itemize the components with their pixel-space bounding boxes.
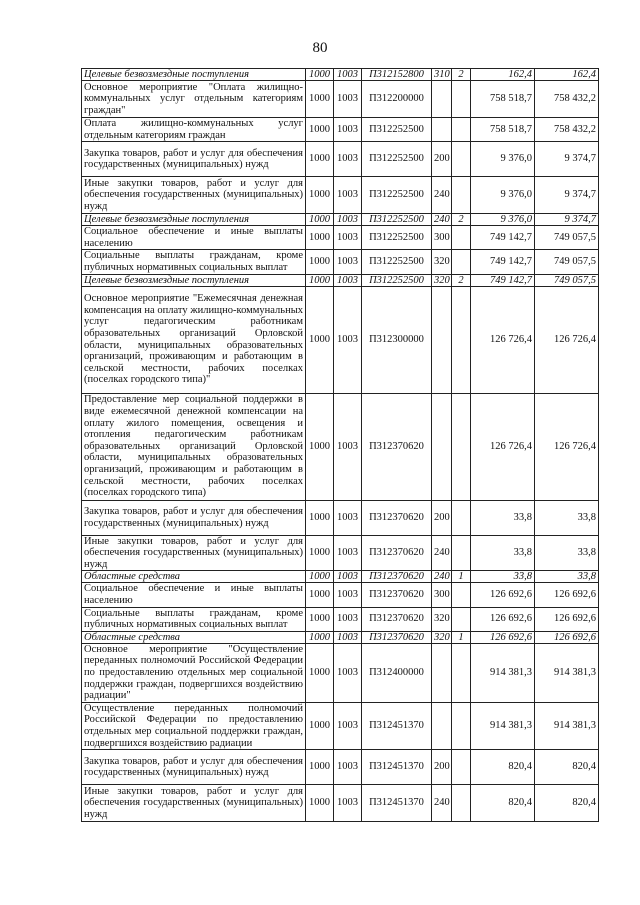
section-code: 1000 xyxy=(306,142,334,177)
subsection-code: 1003 xyxy=(334,118,362,142)
amount-col-1: 33,8 xyxy=(471,500,535,535)
amount-col-1: 33,8 xyxy=(471,571,535,583)
section-code: 1000 xyxy=(306,250,334,274)
amount-col-1: 749 142,7 xyxy=(471,250,535,274)
expense-type-code: 300 xyxy=(432,583,452,607)
row-name: Осуществление переданных полномочий Российской Федерации по предоставлению отдельных мер социальной поддержки граждан, подвергшихся воздействию радиации xyxy=(82,702,306,749)
section-code: 1000 xyxy=(306,226,334,250)
subsection-code: 1003 xyxy=(334,785,362,822)
funding-source-row xyxy=(82,274,599,286)
amount-col-2: 749 057,5 xyxy=(535,226,599,250)
amount-col-2: 33,8 xyxy=(535,571,599,583)
amount-col-1: 749 142,7 xyxy=(471,226,535,250)
amount-col-2: 33,8 xyxy=(535,500,599,535)
subsection-code: 1003 xyxy=(334,250,362,274)
amount-col-2: 914 381,3 xyxy=(535,643,599,702)
amount-col-2: 9 374,7 xyxy=(535,142,599,177)
amount-col-2: 749 057,5 xyxy=(535,250,599,274)
row-name: Оплата жилищно-коммунальных услуг отдельным категориям граждан xyxy=(82,118,306,142)
funding-source-code xyxy=(452,702,471,749)
row-name: Социальное обеспечение и иные выплаты населению xyxy=(82,583,306,607)
expense-type-code: 240 xyxy=(432,571,452,583)
section-code: 1000 xyxy=(306,286,334,393)
funding-source-code: 2 xyxy=(452,274,471,286)
table-row xyxy=(82,500,599,535)
amount-col-2: 126 692,6 xyxy=(535,607,599,631)
row-name: Областные средства xyxy=(82,631,306,643)
funding-source-code xyxy=(452,177,471,214)
funding-source-code: 2 xyxy=(452,214,471,226)
amount-col-2: 914 381,3 xyxy=(535,702,599,749)
target-article-code: П312252500 xyxy=(362,214,432,226)
funding-source-row xyxy=(82,69,599,81)
expense-type-code xyxy=(432,81,452,118)
expense-type-code: 320 xyxy=(432,274,452,286)
amount-col-1: 820,4 xyxy=(471,785,535,822)
amount-col-2: 33,8 xyxy=(535,535,599,571)
row-name: Целевые безвозмездные поступления xyxy=(82,214,306,226)
target-article-code: П312252500 xyxy=(362,226,432,250)
amount-col-2: 126 726,4 xyxy=(535,286,599,393)
expense-type-code: 300 xyxy=(432,226,452,250)
row-name: Целевые безвозмездные поступления xyxy=(82,69,306,81)
funding-source-row xyxy=(82,571,599,583)
section-code: 1000 xyxy=(306,118,334,142)
amount-col-1: 914 381,3 xyxy=(471,643,535,702)
expense-type-code: 240 xyxy=(432,177,452,214)
subsection-code: 1003 xyxy=(334,631,362,643)
section-code: 1000 xyxy=(306,607,334,631)
expense-type-code xyxy=(432,393,452,500)
subsection-code: 1003 xyxy=(334,274,362,286)
amount-col-2: 820,4 xyxy=(535,750,599,785)
table-row xyxy=(82,643,599,702)
funding-source-code xyxy=(452,81,471,118)
expense-type-code: 240 xyxy=(432,785,452,822)
section-code: 1000 xyxy=(306,643,334,702)
table-row xyxy=(82,393,599,500)
funding-source-code xyxy=(452,785,471,822)
funding-source-code xyxy=(452,118,471,142)
funding-source-code xyxy=(452,142,471,177)
expense-type-code xyxy=(432,702,452,749)
target-article-code: П312252500 xyxy=(362,250,432,274)
budget-table-body xyxy=(82,69,599,822)
amount-col-1: 758 518,7 xyxy=(471,118,535,142)
funding-source-code: 1 xyxy=(452,571,471,583)
row-name: Иные закупки товаров, работ и услуг для обеспечения государственных (муниципальных) нужд xyxy=(82,535,306,571)
funding-source-code xyxy=(452,750,471,785)
row-name: Основное мероприятие "Оплата жилищно-коммунальных услуг отдельным категориям граждан" xyxy=(82,81,306,118)
subsection-code: 1003 xyxy=(334,81,362,118)
row-name: Закупка товаров, работ и услуг для обеспечения государственных (муниципальных) нужд xyxy=(82,500,306,535)
section-code: 1000 xyxy=(306,177,334,214)
row-name: Закупка товаров, работ и услуг для обеспечения государственных (муниципальных) нужд xyxy=(82,142,306,177)
target-article-code: П312200000 xyxy=(362,81,432,118)
subsection-code: 1003 xyxy=(334,393,362,500)
row-name: Иные закупки товаров, работ и услуг для обеспечения государственных (муниципальных) нужд xyxy=(82,785,306,822)
funding-source-code xyxy=(452,607,471,631)
section-code: 1000 xyxy=(306,583,334,607)
table-row xyxy=(82,250,599,274)
subsection-code: 1003 xyxy=(334,500,362,535)
expense-type-code: 240 xyxy=(432,214,452,226)
amount-col-2: 126 726,4 xyxy=(535,393,599,500)
table-row xyxy=(82,226,599,250)
subsection-code: 1003 xyxy=(334,142,362,177)
amount-col-1: 758 518,7 xyxy=(471,81,535,118)
expense-type-code: 320 xyxy=(432,250,452,274)
amount-col-1: 126 692,6 xyxy=(471,631,535,643)
section-code: 1000 xyxy=(306,214,334,226)
expense-type-code xyxy=(432,643,452,702)
amount-col-2: 758 432,2 xyxy=(535,118,599,142)
amount-col-2: 126 692,6 xyxy=(535,631,599,643)
expense-type-code: 320 xyxy=(432,631,452,643)
amount-col-2: 9 374,7 xyxy=(535,177,599,214)
target-article-code: П312370620 xyxy=(362,535,432,571)
row-name: Иные закупки товаров, работ и услуг для обеспечения государственных (муниципальных) нужд xyxy=(82,177,306,214)
amount-col-1: 126 692,6 xyxy=(471,583,535,607)
table-row xyxy=(82,118,599,142)
row-name: Социальные выплаты гражданам, кроме публичных нормативных социальных выплат xyxy=(82,607,306,631)
section-code: 1000 xyxy=(306,702,334,749)
amount-col-1: 9 376,0 xyxy=(471,142,535,177)
section-code: 1000 xyxy=(306,274,334,286)
target-article-code: П312252500 xyxy=(362,274,432,286)
target-article-code: П312400000 xyxy=(362,643,432,702)
budget-table xyxy=(81,68,599,822)
subsection-code: 1003 xyxy=(334,643,362,702)
target-article-code: П312370620 xyxy=(362,571,432,583)
target-article-code: П312451370 xyxy=(362,750,432,785)
amount-col-1: 162,4 xyxy=(471,69,535,81)
amount-col-2: 9 374,7 xyxy=(535,214,599,226)
table-row xyxy=(82,177,599,214)
page-number: 80 xyxy=(312,40,328,56)
row-name: Основное мероприятие "Ежемесячная денежная компенсация на оплату жилищно-коммунальных услуг педагогическим работникам образовательных организаций Орловской области, муниципальных образовательных организаций, проживающим и работающим в сельской местности, рабочих поселках (поселках городского типа)" xyxy=(82,286,306,393)
subsection-code: 1003 xyxy=(334,286,362,393)
section-code: 1000 xyxy=(306,393,334,500)
target-article-code: П312300000 xyxy=(362,286,432,393)
target-article-code: П312370620 xyxy=(362,393,432,500)
section-code: 1000 xyxy=(306,535,334,571)
subsection-code: 1003 xyxy=(334,535,362,571)
table-row xyxy=(82,535,599,571)
section-code: 1000 xyxy=(306,81,334,118)
amount-col-1: 749 142,7 xyxy=(471,274,535,286)
expense-type-code xyxy=(432,286,452,393)
row-name: Основное мероприятие "Осуществление переданных полномочий Российской Федерации по предоставлению отдельных мер социальной поддержки граждан, подвергшихся воздействию радиации" xyxy=(82,643,306,702)
table-row xyxy=(82,583,599,607)
table-row xyxy=(82,607,599,631)
subsection-code: 1003 xyxy=(334,214,362,226)
target-article-code: П312252500 xyxy=(362,177,432,214)
funding-source-code xyxy=(452,286,471,393)
funding-source-code: 2 xyxy=(452,69,471,81)
section-code: 1000 xyxy=(306,785,334,822)
table-row xyxy=(82,142,599,177)
subsection-code: 1003 xyxy=(334,583,362,607)
subsection-code: 1003 xyxy=(334,702,362,749)
table-row xyxy=(82,750,599,785)
amount-col-1: 9 376,0 xyxy=(471,177,535,214)
funding-source-row xyxy=(82,214,599,226)
target-article-code: П312252500 xyxy=(362,142,432,177)
section-code: 1000 xyxy=(306,69,334,81)
section-code: 1000 xyxy=(306,500,334,535)
table-row xyxy=(82,81,599,118)
funding-source-code xyxy=(452,535,471,571)
funding-source-code xyxy=(452,393,471,500)
amount-col-1: 914 381,3 xyxy=(471,702,535,749)
row-name: Социальные выплаты гражданам, кроме публичных нормативных социальных выплат xyxy=(82,250,306,274)
target-article-code: П312370620 xyxy=(362,583,432,607)
funding-source-code xyxy=(452,583,471,607)
target-article-code: П312152800 xyxy=(362,69,432,81)
target-article-code: П312370620 xyxy=(362,631,432,643)
amount-col-2: 758 432,2 xyxy=(535,81,599,118)
funding-source-row xyxy=(82,631,599,643)
row-name: Предоставление мер социальной поддержки в виде ежемесячной денежной компенсации на оплату жилого помещения, освещения и отопления педагогическим работникам образовательных организаций Орловской области, муниципальных образовательных организаций, проживающим и работающим в сельской местности, рабочих поселках (поселках городского типа) xyxy=(82,393,306,500)
subsection-code: 1003 xyxy=(334,750,362,785)
target-article-code: П312451370 xyxy=(362,702,432,749)
subsection-code: 1003 xyxy=(334,607,362,631)
expense-type-code: 200 xyxy=(432,142,452,177)
expense-type-code: 240 xyxy=(432,535,452,571)
expense-type-code: 310 xyxy=(432,69,452,81)
table-row xyxy=(82,702,599,749)
amount-col-2: 820,4 xyxy=(535,785,599,822)
section-code: 1000 xyxy=(306,631,334,643)
expense-type-code xyxy=(432,118,452,142)
target-article-code: П312370620 xyxy=(362,500,432,535)
funding-source-code: 1 xyxy=(452,631,471,643)
amount-col-1: 9 376,0 xyxy=(471,214,535,226)
amount-col-1: 126 726,4 xyxy=(471,286,535,393)
amount-col-2: 749 057,5 xyxy=(535,274,599,286)
section-code: 1000 xyxy=(306,750,334,785)
table-row xyxy=(82,785,599,822)
subsection-code: 1003 xyxy=(334,69,362,81)
row-name: Социальное обеспечение и иные выплаты населению xyxy=(82,226,306,250)
row-name: Закупка товаров, работ и услуг для обеспечения государственных (муниципальных) нужд xyxy=(82,750,306,785)
amount-col-1: 33,8 xyxy=(471,535,535,571)
target-article-code: П312252500 xyxy=(362,118,432,142)
subsection-code: 1003 xyxy=(334,571,362,583)
subsection-code: 1003 xyxy=(334,226,362,250)
expense-type-code: 320 xyxy=(432,607,452,631)
amount-col-1: 126 726,4 xyxy=(471,393,535,500)
amount-col-1: 126 692,6 xyxy=(471,607,535,631)
expense-type-code: 200 xyxy=(432,500,452,535)
funding-source-code xyxy=(452,500,471,535)
expense-type-code: 200 xyxy=(432,750,452,785)
amount-col-2: 126 692,6 xyxy=(535,583,599,607)
funding-source-code xyxy=(452,226,471,250)
subsection-code: 1003 xyxy=(334,177,362,214)
table-row xyxy=(82,286,599,393)
amount-col-1: 820,4 xyxy=(471,750,535,785)
row-name: Целевые безвозмездные поступления xyxy=(82,274,306,286)
row-name: Областные средства xyxy=(82,571,306,583)
section-code: 1000 xyxy=(306,571,334,583)
funding-source-code xyxy=(452,643,471,702)
target-article-code: П312370620 xyxy=(362,607,432,631)
funding-source-code xyxy=(452,250,471,274)
amount-col-2: 162,4 xyxy=(535,69,599,81)
target-article-code: П312451370 xyxy=(362,785,432,822)
